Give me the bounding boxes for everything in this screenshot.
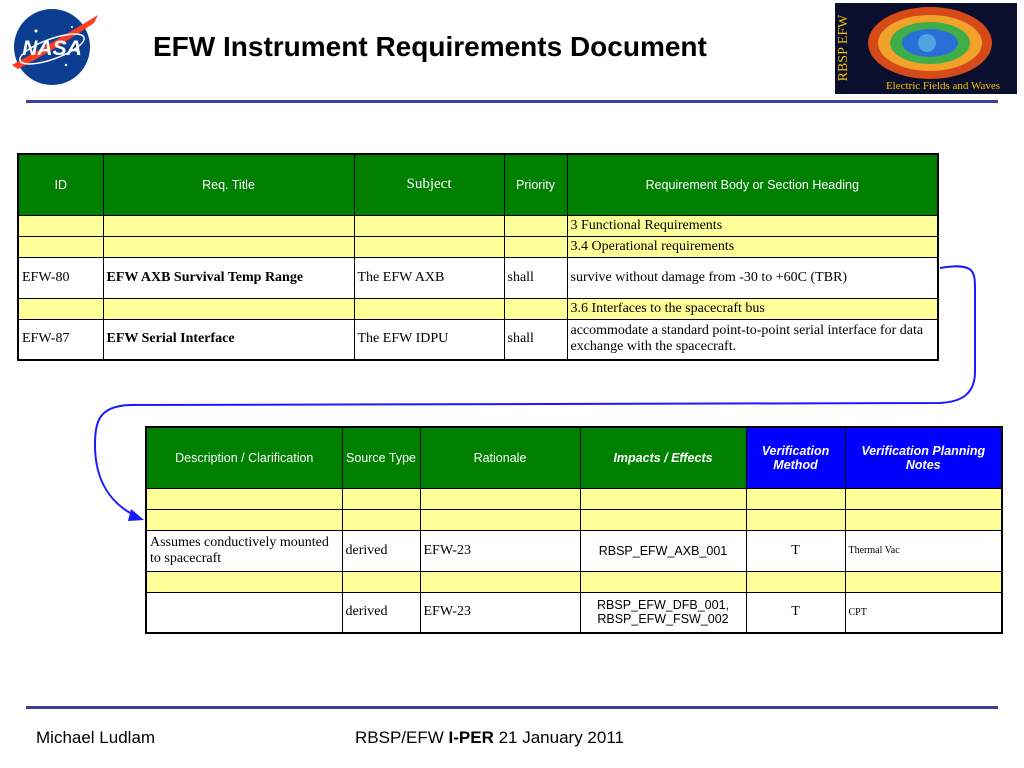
cell-description	[146, 592, 342, 633]
table-row	[18, 298, 938, 319]
col-header-rationale: Rationale	[420, 427, 580, 488]
cell-priority	[504, 298, 567, 319]
svg-text:NASA: NASA	[22, 37, 82, 60]
col-header-verification-notes: Verification Planning Notes	[845, 427, 1002, 488]
cell-verification-notes	[845, 488, 1002, 509]
cell-impacts	[580, 488, 746, 509]
cell-priority: shall	[504, 257, 567, 298]
cell-subject: The EFW AXB	[354, 257, 504, 298]
table-row	[18, 257, 938, 298]
table-header-row	[146, 427, 1002, 488]
cell-subject	[354, 236, 504, 257]
col-header-verification-method: Verification Method	[746, 427, 845, 488]
cell-subject	[354, 298, 504, 319]
cell-id	[18, 215, 103, 236]
table-row	[146, 509, 1002, 530]
cell-req-title	[103, 215, 354, 236]
header-rule	[26, 100, 998, 103]
footer-date: 21 January 2011	[493, 728, 624, 747]
cell-source-type	[342, 509, 420, 530]
cell-id	[18, 236, 103, 257]
table-row	[146, 592, 1002, 633]
cell-req-title	[103, 236, 354, 257]
table-row	[18, 319, 938, 360]
cell-impacts	[580, 571, 746, 592]
cell-impacts: RBSP_EFW_AXB_001	[580, 530, 746, 571]
cell-priority	[504, 215, 567, 236]
cell-rationale	[420, 509, 580, 530]
cell-rationale: EFW-23	[420, 592, 580, 633]
cell-req-title: EFW Serial Interface	[103, 319, 354, 360]
cell-verification-method	[746, 488, 845, 509]
requirements-table	[17, 153, 939, 361]
cell-impacts: RBSP_EFW_DFB_001, RBSP_EFW_FSW_002	[580, 592, 746, 633]
cell-description	[146, 488, 342, 509]
cell-rationale: EFW-23	[420, 530, 580, 571]
col-header-id: ID	[18, 154, 103, 215]
cell-verification-notes: CPT	[845, 592, 1002, 633]
rbsp-efw-logo	[835, 3, 1017, 94]
footer-doc-id: I-PER	[448, 728, 494, 747]
cell-requirement-body: survive without damage from -30 to +60C (TBR)	[567, 257, 938, 298]
table-row	[146, 571, 1002, 592]
cell-source-type	[342, 488, 420, 509]
cell-verification-notes: Thermal Vac	[845, 530, 1002, 571]
cell-verification-method	[746, 509, 845, 530]
svg-text:RBSP EFW: RBSP EFW	[836, 14, 851, 82]
footer-author: Michael Ludlam	[36, 728, 156, 747]
cell-source-type: derived	[342, 592, 420, 633]
cell-impacts	[580, 509, 746, 530]
svg-text:Electric Fields and Waves: Electric Fields and Waves	[885, 80, 1001, 92]
cell-priority	[504, 236, 567, 257]
col-header-impacts: Impacts / Effects	[580, 427, 746, 488]
cell-rationale	[420, 571, 580, 592]
col-header-description: Description / Clarification	[146, 427, 342, 488]
cell-priority: shall	[504, 319, 567, 360]
table-row	[18, 215, 938, 236]
cell-subject	[354, 215, 504, 236]
footer-doc-prefix: RBSP/EFW	[355, 728, 449, 747]
footer-rule	[26, 706, 998, 709]
cell-verification-method	[746, 571, 845, 592]
col-header-req-title: Req. Title	[103, 154, 354, 215]
cell-verification-notes	[845, 571, 1002, 592]
table-header-row	[18, 154, 938, 215]
cell-rationale	[420, 488, 580, 509]
verification-table	[145, 426, 1003, 634]
cell-description	[146, 571, 342, 592]
cell-source-type: derived	[342, 530, 420, 571]
footer-document-info	[355, 728, 624, 748]
cell-description: Assumes conductively mounted to spacecraft	[146, 530, 342, 571]
cell-req-title	[103, 298, 354, 319]
col-header-subject: Subject	[354, 154, 504, 215]
page-title: EFW Instrument Requirements Document	[153, 31, 707, 62]
col-header-priority: Priority	[504, 154, 567, 215]
col-header-source-type: Source Type	[342, 427, 420, 488]
cell-verification-method: T	[746, 530, 845, 571]
cell-source-type	[342, 571, 420, 592]
nasa-logo	[6, 3, 102, 89]
table-row	[146, 488, 1002, 509]
cell-requirement-body: 3.4 Operational requirements	[567, 236, 938, 257]
cell-subject: The EFW IDPU	[354, 319, 504, 360]
cell-requirement-body: 3 Functional Requirements	[567, 215, 938, 236]
cell-req-title: EFW AXB Survival Temp Range	[103, 257, 354, 298]
col-header-requirement-body: Requirement Body or Section Heading	[567, 154, 938, 215]
table-row	[146, 530, 1002, 571]
cell-requirement-body: accommodate a standard point-to-point serial interface for data exchange with the spacecraft.	[567, 319, 938, 360]
table-row	[18, 236, 938, 257]
cell-id	[18, 298, 103, 319]
cell-requirement-body: 3.6 Interfaces to the spacecraft bus	[567, 298, 938, 319]
cell-description	[146, 509, 342, 530]
cell-verification-method: T	[746, 592, 845, 633]
cell-id: EFW-80	[18, 257, 103, 298]
cell-verification-notes	[845, 509, 1002, 530]
cell-id: EFW-87	[18, 319, 103, 360]
